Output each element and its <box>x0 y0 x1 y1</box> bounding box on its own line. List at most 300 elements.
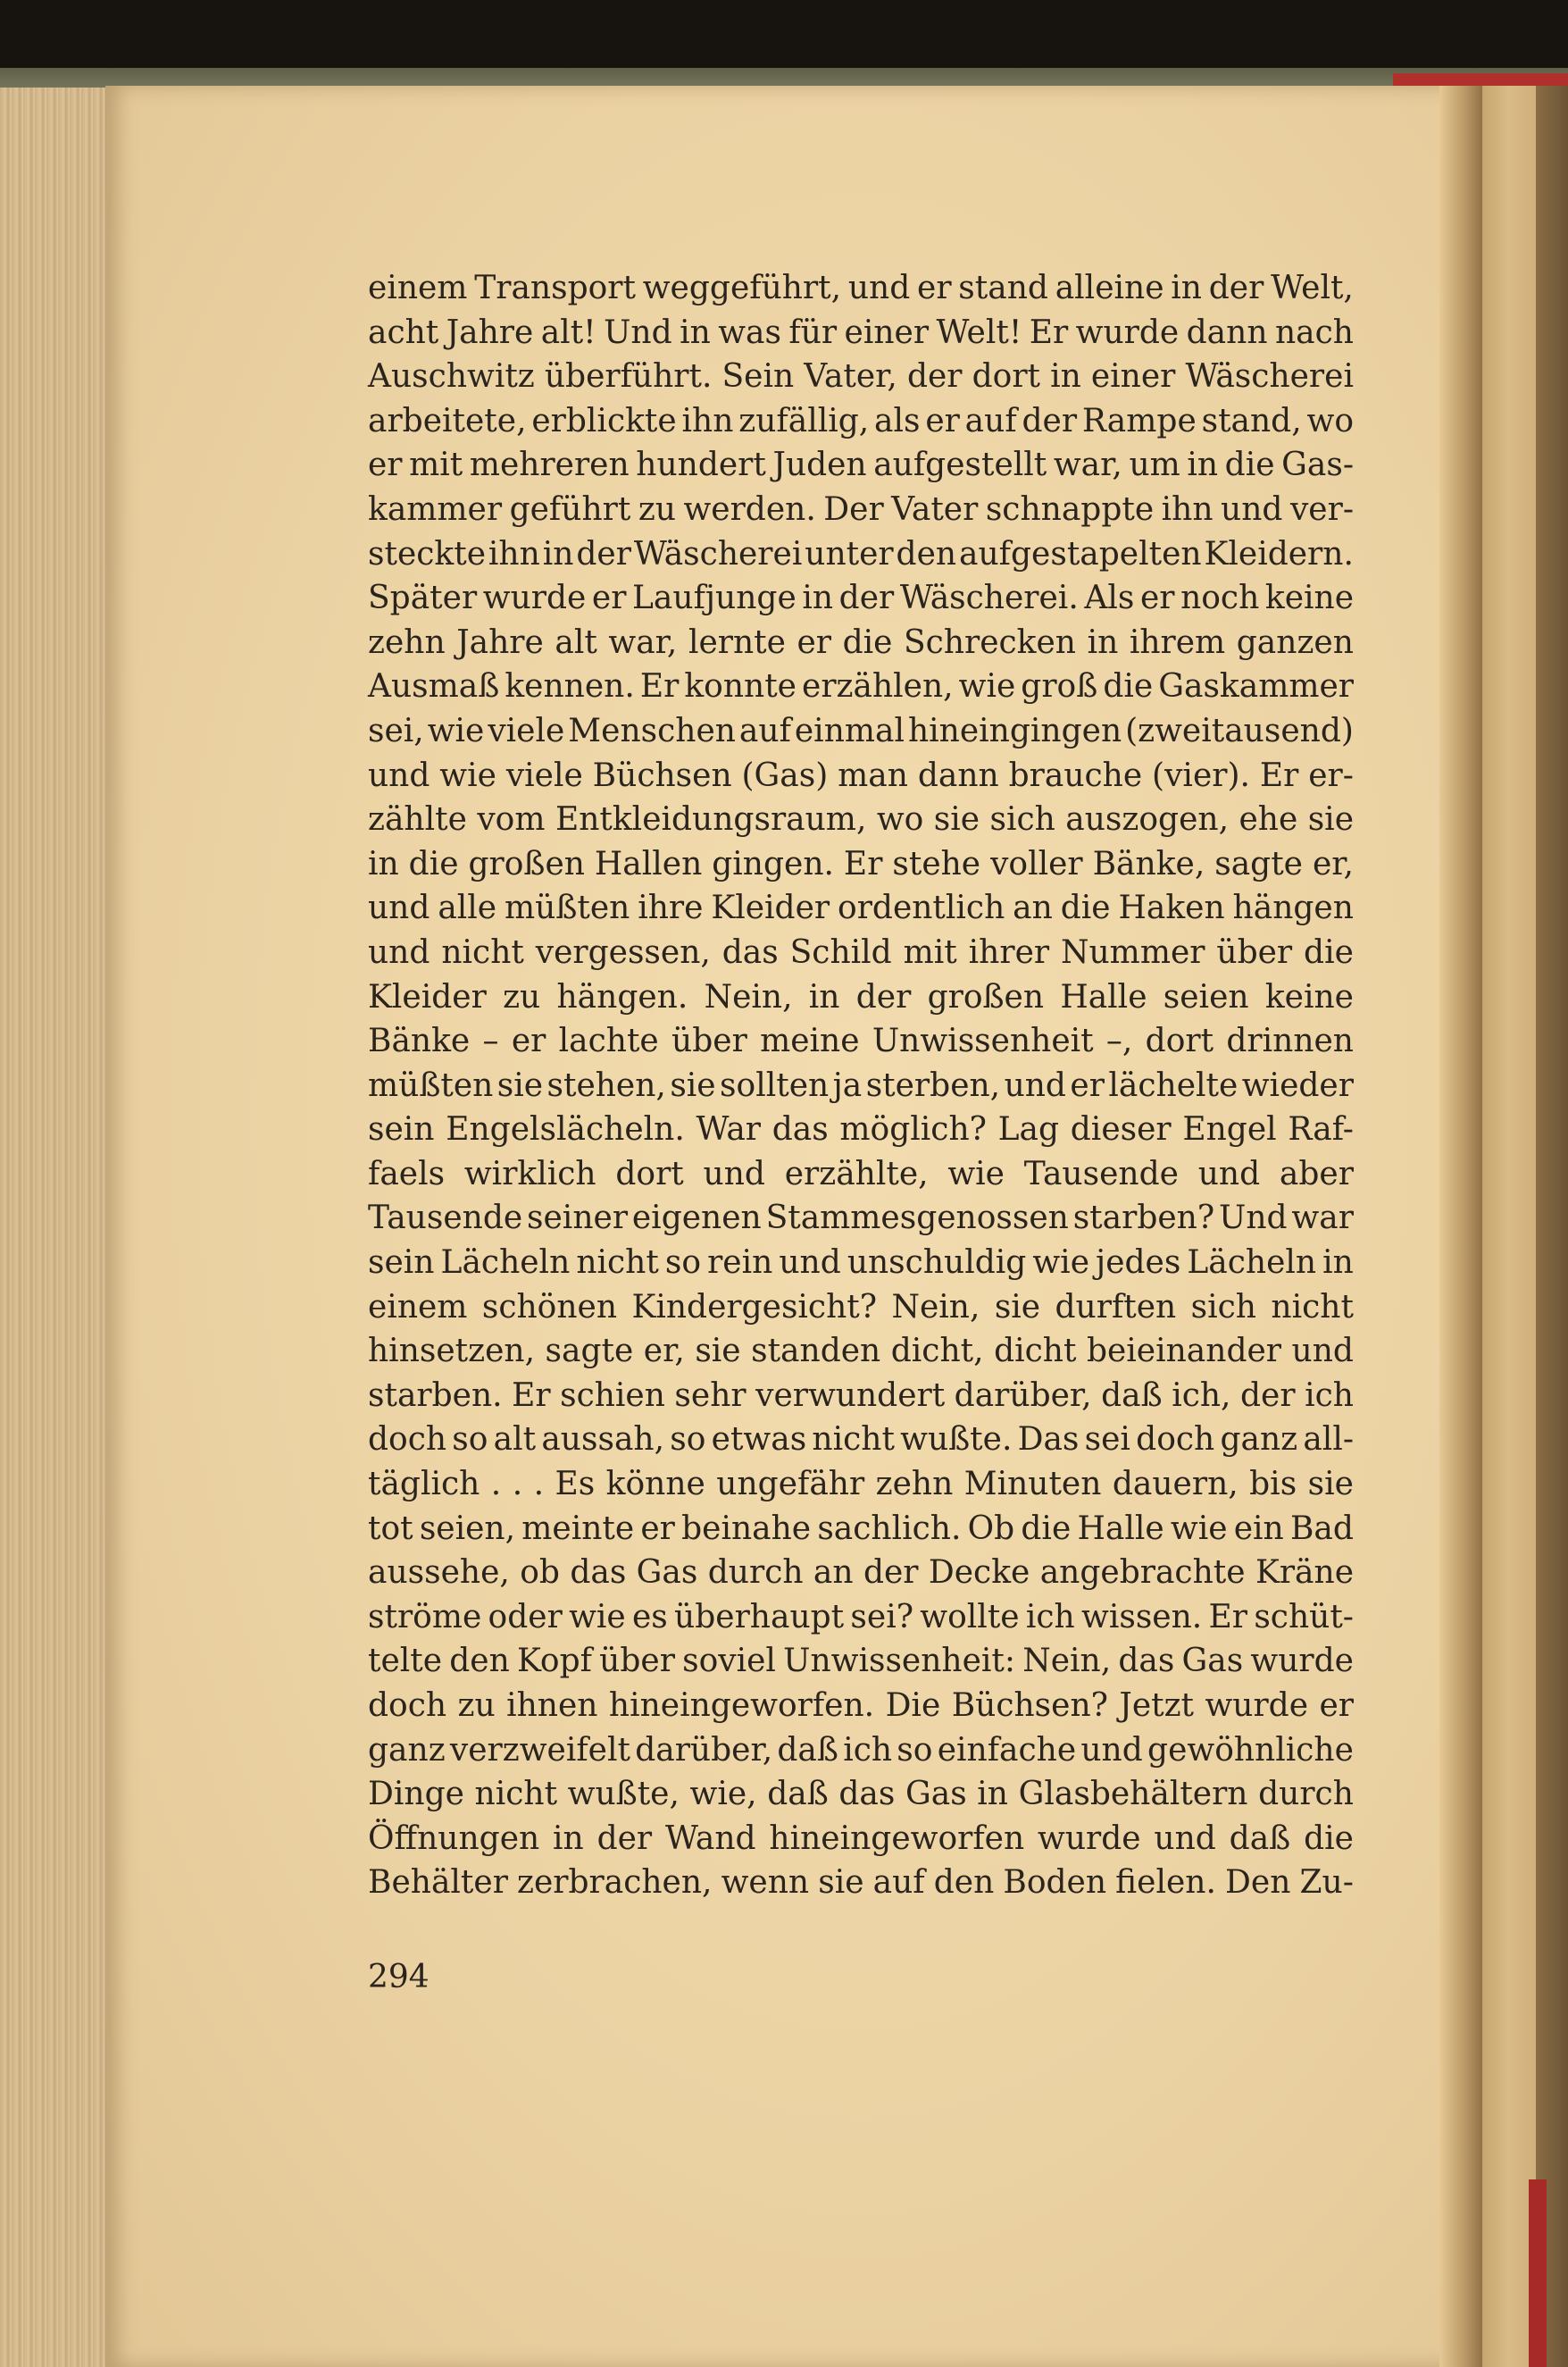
word: der <box>1208 270 1264 306</box>
word: großen <box>468 845 585 882</box>
word: bis <box>1249 1466 1297 1503</box>
word: aufgestapelten <box>959 535 1202 573</box>
word: dort <box>1145 1023 1214 1060</box>
word: der <box>1240 1376 1296 1414</box>
word: auf <box>738 712 791 749</box>
word: in <box>368 845 399 882</box>
word: gingen. <box>712 845 834 882</box>
word: wenn <box>721 1864 810 1902</box>
page-number: 294 <box>368 1959 430 1995</box>
word: soviel <box>682 1643 776 1680</box>
word: Lächeln <box>440 1244 571 1282</box>
word: voller <box>990 845 1083 882</box>
word: alt <box>555 623 597 661</box>
word: wie <box>958 668 1016 706</box>
word: ihrem <box>1129 623 1226 661</box>
word: Nein, <box>1022 1643 1112 1680</box>
word: in <box>808 978 840 1016</box>
text-line <box>368 1462 1354 1507</box>
word: ich <box>1305 1376 1354 1414</box>
word: dicht, <box>890 1333 984 1370</box>
word: Menschen <box>568 712 736 749</box>
word: drinnen <box>1226 1023 1354 1060</box>
word: Wäscherei <box>1185 358 1354 396</box>
word: Den <box>1225 1864 1291 1902</box>
word: der <box>863 1554 919 1592</box>
word: Unwissenheit: <box>783 1643 1016 1680</box>
word: um <box>1129 447 1180 484</box>
word: in <box>802 580 834 617</box>
word: Auschwitz <box>368 358 535 396</box>
word: Und <box>604 314 672 351</box>
word: Ausmaß <box>368 668 500 706</box>
word: schnappte <box>985 490 1155 528</box>
word: zählte <box>368 801 467 839</box>
text-line <box>368 1196 1354 1241</box>
word: Rampe <box>1081 402 1197 439</box>
word: Jahre <box>446 314 534 351</box>
word: in <box>1050 358 1081 396</box>
word: nicht <box>474 1776 558 1813</box>
word: dort <box>615 1155 684 1192</box>
word: noch <box>1180 580 1260 617</box>
word: . <box>533 1466 545 1503</box>
word: Er <box>639 668 680 706</box>
word: acht <box>368 314 439 351</box>
word: konnte <box>684 668 797 706</box>
word: aussehe, <box>368 1554 510 1592</box>
word: sie <box>496 1066 544 1104</box>
word: stand <box>958 270 1048 306</box>
text-line <box>368 1507 1354 1552</box>
word: mit <box>903 933 957 971</box>
word: es <box>631 1598 668 1635</box>
word: der <box>855 978 912 1016</box>
text-line <box>368 754 1354 799</box>
text-line <box>368 1861 1354 1905</box>
word: in <box>977 1776 1008 1813</box>
word: er, <box>643 1333 685 1370</box>
text-line <box>368 1817 1354 1861</box>
word: einmal <box>794 712 905 749</box>
word: dann <box>917 757 999 794</box>
word: kennen. <box>505 668 635 706</box>
word: Gas <box>905 1776 967 1813</box>
word: zu <box>638 490 676 528</box>
word: verzweifelt <box>449 1731 630 1769</box>
text-line <box>368 1285 1354 1330</box>
word: Büchsen? <box>951 1687 1108 1724</box>
word: der <box>596 1819 653 1857</box>
word: wie <box>427 712 485 749</box>
word: Und <box>1219 1200 1288 1237</box>
word: die <box>1021 1510 1072 1547</box>
word: Kindergesicht? <box>631 1288 878 1326</box>
text-line <box>368 931 1354 975</box>
word: Unwissenheit <box>872 1023 1094 1060</box>
word: doch <box>368 1421 447 1459</box>
word: lernte <box>688 623 786 661</box>
word: er <box>1070 1066 1105 1104</box>
word: das <box>570 1554 627 1592</box>
word: dauern, <box>1112 1466 1239 1503</box>
word: keine <box>1264 580 1354 617</box>
word: Wäscherei. <box>899 580 1079 617</box>
text-line <box>368 798 1354 842</box>
word: geführt <box>509 490 631 528</box>
word: Tausende <box>368 1200 523 1237</box>
word: der <box>906 358 963 396</box>
word: seien, <box>419 1510 516 1547</box>
word: ihn <box>488 535 540 573</box>
word: Kleider <box>711 890 830 927</box>
word: Die <box>885 1687 941 1724</box>
word: ehe <box>1239 801 1298 839</box>
word: und <box>1080 1731 1143 1769</box>
word: unter <box>805 535 894 573</box>
text-line <box>368 488 1354 532</box>
word: über <box>671 1023 747 1060</box>
word: und <box>368 757 430 794</box>
word: ich <box>1025 1598 1075 1635</box>
word: war <box>1291 1200 1354 1237</box>
word: hängen. <box>556 978 688 1016</box>
text-line <box>368 532 1354 577</box>
word: ein <box>1233 1510 1284 1547</box>
word: Büchsen <box>592 757 732 794</box>
word: sein <box>368 1244 435 1282</box>
word: oder <box>488 1598 563 1635</box>
word: –, <box>1105 1023 1133 1060</box>
word: vom <box>477 801 546 839</box>
word: alle <box>438 890 497 927</box>
word: er <box>591 580 627 617</box>
word: Als <box>1084 580 1135 617</box>
word: war, <box>1053 447 1122 484</box>
word: Kleider <box>368 978 487 1016</box>
word: tot <box>368 1510 413 1547</box>
word: ihnen <box>506 1687 598 1724</box>
word: erzählte, <box>784 1155 929 1192</box>
word: Welt, <box>1271 270 1354 306</box>
word: die <box>1304 933 1354 971</box>
word: starben? <box>1072 1200 1215 1237</box>
word: der <box>1022 402 1078 439</box>
word: das <box>721 933 779 971</box>
word: durch <box>1258 1776 1354 1813</box>
word: man <box>838 757 908 794</box>
word: und <box>368 933 430 971</box>
word: Wand <box>664 1819 756 1857</box>
word: nicht <box>1271 1288 1354 1326</box>
word: alt <box>493 1421 537 1459</box>
word: durch <box>707 1554 804 1592</box>
word: Engelslächeln. <box>446 1111 685 1149</box>
word: schönen <box>481 1288 618 1326</box>
word: Nein, <box>704 978 793 1016</box>
word: wurde <box>1205 1687 1309 1724</box>
word: hängen <box>1232 890 1354 927</box>
word: er <box>925 402 960 439</box>
word: wußte. <box>900 1421 1013 1459</box>
word: Es <box>555 1466 596 1503</box>
word: Transport <box>474 270 636 306</box>
word: dicht <box>994 1333 1077 1370</box>
word: sie <box>695 1333 741 1370</box>
word: Er <box>1029 314 1069 351</box>
word: ihre <box>638 890 704 927</box>
word: wie, <box>689 1776 757 1813</box>
text-line <box>368 1019 1354 1064</box>
word: wie <box>569 1598 626 1635</box>
word: Nummer <box>1061 933 1205 971</box>
word: daß <box>1229 1819 1291 1857</box>
word: alt! <box>540 314 596 351</box>
word: Hallen <box>594 845 703 882</box>
word: Kleidern. <box>1204 535 1354 573</box>
word: sei, <box>368 712 424 749</box>
word: ganz <box>1220 1421 1298 1459</box>
word: sei? <box>850 1598 914 1635</box>
word: müßten <box>368 1066 494 1104</box>
word: ver- <box>1289 490 1354 528</box>
word: rein <box>707 1244 773 1282</box>
word: als <box>874 402 921 439</box>
word: wie <box>947 1155 1005 1192</box>
word: er <box>1319 1687 1354 1724</box>
word: (vier). <box>1152 757 1250 794</box>
word: Gas <box>1181 1643 1244 1680</box>
word: einfache <box>937 1731 1077 1769</box>
text-line <box>368 886 1354 931</box>
word: sein <box>368 1111 435 1149</box>
word: dann <box>1186 314 1268 351</box>
word: Laufjunge <box>632 580 797 617</box>
word: in <box>542 535 574 573</box>
word: erblickte <box>531 402 677 439</box>
word: sie <box>1307 801 1354 839</box>
word: nicht <box>576 1244 659 1282</box>
word: so <box>664 1244 702 1282</box>
word: Decke <box>928 1554 1030 1592</box>
word: seien <box>1163 978 1249 1016</box>
word: keine <box>1264 978 1354 1016</box>
word: unschuldig <box>847 1244 1027 1282</box>
word: dieser <box>1070 1111 1172 1149</box>
word: überführt. <box>544 358 713 396</box>
word: groß <box>1021 668 1098 706</box>
word: an <box>813 1554 854 1592</box>
word: Öffnungen <box>368 1819 540 1857</box>
word: Er <box>1208 1598 1248 1635</box>
word: Er <box>512 1376 551 1414</box>
word: hineingeworfen. <box>608 1687 875 1724</box>
word: hundert <box>636 447 766 484</box>
word: ordentlich <box>838 890 1005 927</box>
word: Halle <box>1077 1510 1164 1547</box>
word: müßten <box>505 890 630 927</box>
word: Der <box>823 490 884 528</box>
text-line <box>368 266 1354 311</box>
text-line <box>368 576 1354 621</box>
word: Boden <box>1003 1864 1107 1902</box>
word: daß <box>1101 1376 1163 1414</box>
word: Minuten <box>963 1466 1102 1503</box>
word: den <box>933 1864 995 1902</box>
word: der <box>838 580 895 617</box>
word: er, <box>1312 845 1354 882</box>
word: in <box>1187 447 1219 484</box>
word: durften <box>1055 1288 1177 1326</box>
word: und <box>1154 1819 1216 1857</box>
word: seiner <box>527 1200 629 1237</box>
word: sie <box>818 1864 864 1902</box>
word: wo <box>876 801 924 839</box>
word: eigenen <box>631 1200 762 1237</box>
word: den <box>896 535 957 573</box>
word: und <box>703 1155 765 1192</box>
word: schien <box>560 1376 665 1414</box>
word: ja <box>832 1066 863 1104</box>
word: Lächeln <box>1187 1244 1317 1282</box>
text-line <box>368 1639 1354 1684</box>
word: Entkleidungsraum, <box>555 801 867 839</box>
text-line <box>368 1772 1354 1817</box>
word: wie <box>1170 1510 1228 1547</box>
word: darüber, <box>954 1376 1092 1414</box>
word: wollte <box>920 1598 1020 1635</box>
word: und <box>1221 490 1283 528</box>
word: zehn <box>875 1466 954 1503</box>
word: was <box>718 314 781 351</box>
word: nach <box>1274 314 1354 351</box>
word: Tausende <box>1023 1155 1179 1192</box>
word: in <box>1171 270 1202 306</box>
word: das <box>771 1111 829 1149</box>
word: Stammesgenossen <box>765 1200 1069 1237</box>
word: wußte, <box>567 1776 680 1813</box>
word: Bänke <box>368 1023 471 1060</box>
word: einem <box>368 1288 468 1326</box>
text-line <box>368 665 1354 709</box>
word: stehe <box>892 845 981 882</box>
word: darüber, <box>635 1731 773 1769</box>
word: wieder <box>1241 1066 1354 1104</box>
word: ganz <box>368 1731 446 1769</box>
word: fielen. <box>1115 1864 1216 1902</box>
word: Später <box>368 580 478 617</box>
word: sterben, <box>865 1066 1001 1104</box>
word: auf <box>964 402 1017 439</box>
word: mehreren <box>469 447 630 484</box>
word: . <box>512 1466 523 1503</box>
word: ströme <box>368 1598 482 1635</box>
word: der <box>576 535 631 573</box>
word: so <box>452 1421 488 1459</box>
word: sachlich. <box>817 1510 962 1547</box>
word: verwundert <box>755 1376 946 1414</box>
word: . <box>490 1466 502 1503</box>
text-line <box>368 1329 1354 1374</box>
text-line <box>368 1551 1354 1595</box>
word: brauche <box>1008 757 1143 794</box>
body-text <box>368 266 1354 1905</box>
word: doch <box>368 1687 447 1724</box>
word: telte <box>368 1643 443 1680</box>
word: Dinge <box>368 1776 464 1813</box>
word: an <box>1013 890 1053 927</box>
book-cover-edge <box>1536 86 1568 2367</box>
word: Sein <box>721 358 795 396</box>
word: großen <box>927 978 1045 1016</box>
word: er <box>511 1023 546 1060</box>
word: arbeitete, <box>368 402 527 439</box>
text-line <box>368 399 1354 444</box>
word: Schild <box>789 933 892 971</box>
word: mit <box>409 447 463 484</box>
word: nicht <box>812 1421 895 1459</box>
word: aufgestellt <box>873 447 1047 484</box>
word: die <box>1103 668 1154 706</box>
text-line <box>368 842 1354 887</box>
word: etwas <box>711 1421 807 1459</box>
word: sie <box>994 1288 1041 1326</box>
word: überhaupt <box>674 1598 845 1635</box>
word: in <box>1087 623 1119 661</box>
word: Kräne <box>1255 1554 1354 1592</box>
word: ungefähr <box>716 1466 865 1503</box>
text-line <box>368 311 1354 355</box>
word: Bad <box>1289 1510 1354 1547</box>
word: Er <box>843 845 883 882</box>
text-line <box>368 1728 1354 1773</box>
word: sagte <box>1214 845 1303 882</box>
word: das <box>838 1776 896 1813</box>
word: steckte <box>368 535 486 573</box>
word: auszogen, <box>1065 801 1230 839</box>
word: und <box>779 1244 841 1282</box>
word: Jetzt <box>1119 1687 1195 1724</box>
text-line <box>368 1108 1354 1152</box>
word: so <box>670 1421 706 1459</box>
word: Nein, <box>891 1288 980 1326</box>
book-gutter <box>1439 86 1484 2367</box>
word: wirklich <box>463 1155 596 1192</box>
word: Zu- <box>1299 1864 1354 1902</box>
word: könne <box>605 1466 705 1503</box>
text-line <box>368 1684 1354 1728</box>
word: gewöhnliche <box>1147 1731 1354 1769</box>
word: Ob <box>967 1510 1015 1547</box>
word: lächelte <box>1108 1066 1239 1104</box>
word: ihrer <box>968 933 1050 971</box>
word: Haken <box>1118 890 1225 927</box>
word: und <box>1291 1333 1354 1370</box>
word: ob <box>520 1554 560 1592</box>
word: zerbrachen, <box>517 1864 713 1902</box>
word: (Gas) <box>741 757 829 794</box>
word: starben. <box>368 1376 503 1414</box>
word: beieinander <box>1086 1333 1282 1370</box>
word: sich <box>989 801 1055 839</box>
word: jedes <box>1096 1244 1181 1282</box>
word: sich <box>1190 1288 1256 1326</box>
word: sie <box>1307 1466 1354 1503</box>
text-line <box>368 1152 1354 1197</box>
text-line <box>368 1418 1354 1462</box>
word: er <box>1139 580 1175 617</box>
word: Er <box>1259 757 1299 794</box>
